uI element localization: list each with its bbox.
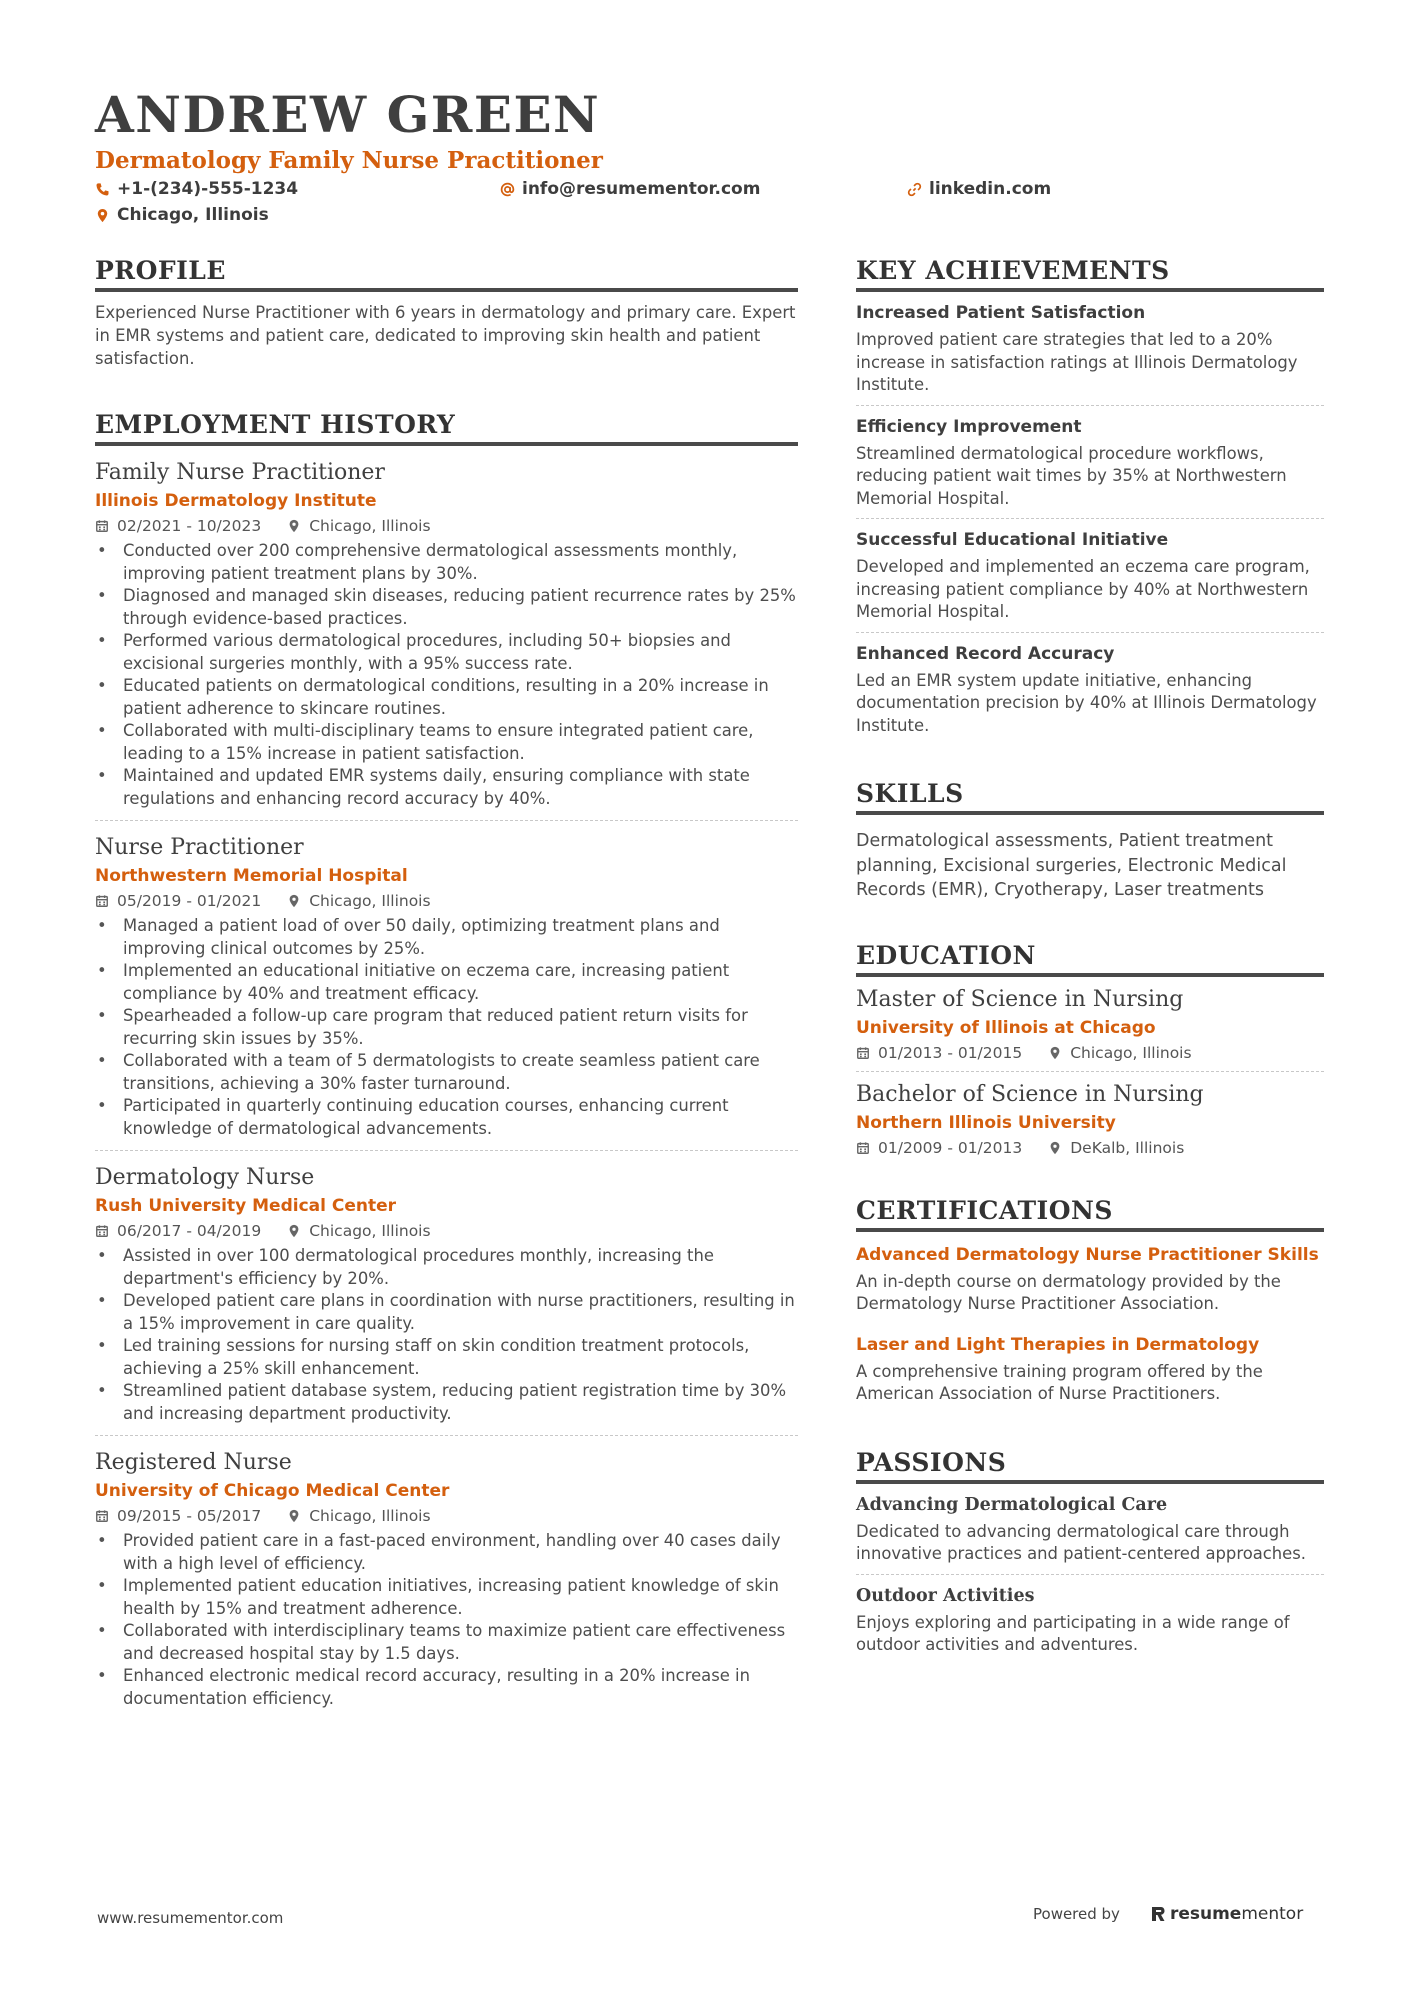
job-bullets — [95, 915, 798, 1140]
passion-desc: Enjoys exploring and participating in a wide range of outdoor activities and adventures. — [856, 1612, 1290, 1654]
job-bullet: • Maintained and updated EMR systems daily, ensuring compliance with state regulations and enhancing record accuracy by 40%. — [95, 765, 798, 810]
location-text: Chicago, Illinois — [309, 517, 431, 535]
job-bullet: • Collaborated with interdisciplinary teams to maximize patient care effectiveness and decreased hospital stay by 1.5 days. — [95, 1620, 798, 1665]
job-title: Registered Nurse — [95, 1450, 292, 1475]
education-section — [856, 939, 1324, 1166]
calendar-icon — [856, 1141, 870, 1155]
job-list — [95, 446, 798, 1720]
location-row — [95, 202, 1335, 228]
achievements-section — [856, 254, 1324, 745]
map-pin-icon — [95, 208, 110, 223]
employment-section — [95, 408, 798, 1720]
location-contact — [95, 202, 269, 228]
section-title: EMPLOYMENT HISTORY — [95, 408, 798, 446]
location-text: DeKalb, Illinois — [1070, 1138, 1185, 1157]
location — [1048, 1136, 1184, 1160]
section-title: CERTIFICATIONS — [856, 1194, 1324, 1232]
job-bullet: • Participated in quarterly continuing education courses, enhancing current knowledge of dermatological advancements. — [95, 1095, 798, 1140]
map-pin-icon — [1048, 1141, 1062, 1155]
achievement-title: Enhanced Record Accuracy — [856, 643, 1115, 664]
job-entry — [95, 821, 798, 1151]
meta-row — [856, 1136, 1324, 1160]
linkedin-contact[interactable] — [907, 176, 1051, 202]
education-list — [856, 977, 1324, 1166]
job-bullet: • Implemented an educational initiative on eczema care, increasing patient compliance by 40% and treatment efficacy. — [95, 960, 798, 1005]
employer-name: University of Chicago Medical Center — [95, 1481, 450, 1501]
section-title: PASSIONS — [856, 1446, 1324, 1484]
map-pin-icon — [1048, 1046, 1062, 1060]
map-pin-icon — [287, 1509, 301, 1523]
job-bullet: • Conducted over 200 comprehensive dermatological assessments monthly, improving patient treatment plans by 30%. — [95, 540, 798, 585]
passion-item — [856, 1484, 1324, 1575]
map-pin-icon — [287, 1224, 301, 1238]
location-text: Chicago, Illinois — [309, 892, 431, 910]
phone-contact[interactable] — [95, 176, 298, 202]
achievement-title: Efficiency Improvement — [856, 416, 1082, 437]
job-bullet: • Led training sessions for nursing staff on skin condition treatment protocols, achieving a 25% skill enhancement. — [95, 1335, 798, 1380]
date-range: 01/2009 - 01/2013 — [878, 1138, 1023, 1157]
degree-title: Master of Science in Nursing — [856, 986, 1184, 1012]
certification-desc: An in-depth course on dermatology provided by the Dermatology Nurse Practitioner Association. — [856, 1271, 1281, 1313]
email-contact[interactable] — [500, 176, 760, 202]
achievement-title: Successful Educational Initiative — [856, 530, 1169, 550]
education-item — [856, 977, 1324, 1072]
certification-title: Laser and Light Therapies in Dermatology — [856, 1334, 1260, 1355]
job-entry — [95, 1151, 798, 1436]
achievement-desc: Developed and implemented an eczema care program, increasing patient compliance by 40% at Northwestern Memorial Hospital. — [856, 557, 1310, 621]
certification-desc: A comprehensive training program offered by the American Association of Nurse Practitioners. — [856, 1361, 1263, 1403]
location — [287, 889, 430, 913]
job-title: Family Nurse Practitioner — [95, 460, 385, 485]
phone-text: +1-(234)-555-1234 — [117, 179, 299, 199]
job-bullet: • Spearheaded a follow-up care program that reduced patient return visits for recurring skin issues by 35%. — [95, 1005, 798, 1050]
footer-brand — [1033, 1904, 1303, 1924]
job-bullets — [95, 1530, 798, 1710]
meta-row — [856, 1041, 1324, 1065]
location-text: Chicago, Illinois — [309, 1507, 431, 1525]
linkedin-text: linkedin.com — [929, 179, 1052, 199]
job-bullets — [95, 540, 798, 810]
map-pin-icon — [287, 894, 301, 908]
candidate-headline: Dermatology Family Nurse Practitioner — [95, 147, 603, 174]
achievement-item — [856, 633, 1324, 746]
job-bullet: • Performed various dermatological procedures, including 50+ biopsies and excisional surgeries monthly, with a 95% success rate. — [95, 630, 798, 675]
passion-desc: Dedicated to advancing dermatological care through innovative practices and patient-centered approaches. — [856, 1521, 1306, 1563]
passion-item — [856, 1575, 1324, 1665]
location — [1048, 1041, 1191, 1065]
location-text: Chicago, Illinois — [117, 205, 269, 225]
map-pin-icon — [287, 519, 301, 533]
footer-site-link[interactable]: www.resumementor.com — [97, 1909, 284, 1927]
job-bullet: • Assisted in over 100 dermatological procedures monthly, increasing the department's efficiency by 20%. — [95, 1245, 798, 1290]
at-icon — [500, 182, 515, 197]
passion-list — [856, 1484, 1324, 1665]
brand-name-part1: resume — [1169, 1904, 1242, 1924]
section-title: EDUCATION — [856, 939, 1324, 977]
link-icon — [907, 182, 922, 197]
date-range: 06/2017 - 04/2019 — [117, 1222, 262, 1240]
achievement-desc: Led an EMR system update initiative, enhancing documentation precision by 40% at Illinois Dermatology Institute. — [856, 670, 1317, 735]
job-bullet: • Diagnosed and managed skin diseases, reducing patient recurrence rates by 25% through evidence-based practices. — [95, 585, 798, 630]
candidate-name: ANDREW GREEN — [95, 85, 601, 144]
date-range: 05/2019 - 01/2021 — [117, 892, 262, 910]
passions-section — [856, 1446, 1324, 1665]
meta-row — [95, 889, 798, 913]
passion-title: Advancing Dermatological Care — [856, 1494, 1168, 1515]
calendar-icon — [95, 894, 109, 908]
location-text: Chicago, Illinois — [309, 1222, 431, 1240]
resume-header — [95, 86, 1335, 228]
achievement-desc: Streamlined dermatological procedure workflows, reducing patient wait times by 35% at Northwestern Memorial Hospital. — [856, 443, 1287, 508]
achievement-item — [856, 292, 1324, 406]
job-bullet: • Enhanced electronic medical record accuracy, resulting in a 20% increase in documentation efficiency. — [95, 1665, 798, 1710]
brand-logo-icon — [1150, 1905, 1166, 1923]
phone-icon — [95, 182, 110, 197]
job-title: Nurse Practitioner — [95, 835, 304, 860]
job-bullet: • Collaborated with multi-disciplinary teams to ensure integrated patient care, leading to a 15% increase in patient satisfaction. — [95, 720, 798, 765]
location — [287, 1219, 430, 1243]
achievement-list — [856, 292, 1324, 745]
brand-logo[interactable] — [1150, 1904, 1303, 1924]
skills-section — [856, 777, 1324, 903]
employer-name: Northwestern Memorial Hospital — [95, 866, 408, 886]
school-name: Northern Illinois University — [856, 1112, 1116, 1133]
calendar-icon — [856, 1046, 870, 1060]
employer-name: Rush University Medical Center — [95, 1196, 397, 1216]
contact-row — [95, 176, 1335, 202]
profile-section — [95, 254, 798, 370]
date-range: 09/2015 - 05/2017 — [117, 1507, 262, 1525]
meta-row — [95, 1219, 798, 1243]
job-bullet: • Provided patient care in a fast-paced environment, handling over 40 cases daily with a high level of efficiency. — [95, 1530, 798, 1575]
job-bullet: • Managed a patient load of over 50 daily, optimizing treatment plans and improving clinical outcomes by 25%. — [95, 915, 798, 960]
calendar-icon — [95, 1224, 109, 1238]
job-bullet: • Developed patient care plans in coordination with nurse practitioners, resulting in a 15% improvement in care quality. — [95, 1290, 798, 1335]
achievement-title: Increased Patient Satisfaction — [856, 303, 1146, 323]
achievement-desc: Improved patient care strategies that led to a 20% increase in satisfaction ratings at Illinois Dermatology Institute. — [856, 330, 1298, 394]
employer-name: Illinois Dermatology Institute — [95, 491, 377, 511]
job-entry — [95, 446, 798, 821]
job-title: Dermatology Nurse — [95, 1165, 315, 1190]
email-text: info@resumementor.com — [522, 179, 761, 199]
meta-row — [95, 514, 798, 538]
left-column — [95, 254, 798, 1720]
location-text: Chicago, Illinois — [1070, 1043, 1192, 1062]
brand-name-part2: mentor — [1241, 1904, 1304, 1924]
powered-by-text: Powered by — [1033, 1905, 1120, 1923]
job-bullet: • Streamlined patient database system, reducing patient registration time by 30% and increasing department productivity. — [95, 1380, 798, 1425]
passion-title: Outdoor Activities — [856, 1585, 1035, 1606]
job-entry — [95, 1436, 798, 1720]
certification-item — [856, 1322, 1324, 1412]
certifications-section — [856, 1194, 1324, 1412]
job-bullet: • Collaborated with a team of 5 dermatologists to create seamless patient care transitions, achieving a 30% faster turnaround. — [95, 1050, 798, 1095]
school-name: University of Illinois at Chicago — [856, 1017, 1156, 1038]
location — [287, 1504, 430, 1528]
skills-text: Dermatological assessments, Patient treatment planning, Excisional surgeries, Electronic Medical Records (EMR), Cryotherapy, Laser treatments — [856, 831, 1287, 900]
job-bullet: • Educated patients on dermatological conditions, resulting in a 20% increase in patient adherence to skincare routines. — [95, 675, 798, 720]
profile-text: Experienced Nurse Practitioner with 6 years in dermatology and primary care. Expert in EMR systems and patient care, dedicated to improving skin health and patient satisfaction. — [95, 303, 796, 368]
certification-list — [856, 1232, 1324, 1412]
achievement-item — [856, 519, 1324, 633]
section-title: SKILLS — [856, 777, 1324, 815]
section-title: PROFILE — [95, 254, 798, 292]
certification-item — [856, 1232, 1324, 1322]
education-item — [856, 1072, 1324, 1166]
job-bullet: • Implemented patient education initiatives, increasing patient knowledge of skin health by 15% and treatment adherence. — [95, 1575, 798, 1620]
right-column — [856, 254, 1324, 1665]
date-range: 01/2013 - 01/2015 — [878, 1043, 1023, 1062]
achievement-item — [856, 406, 1324, 520]
calendar-icon — [95, 1509, 109, 1523]
degree-title: Bachelor of Science in Nursing — [856, 1081, 1204, 1107]
location — [287, 514, 430, 538]
date-range: 02/2021 - 10/2023 — [117, 517, 262, 535]
section-title: KEY ACHIEVEMENTS — [856, 254, 1324, 292]
job-bullets — [95, 1245, 798, 1425]
certification-title: Advanced Dermatology Nurse Practitioner Skills — [856, 1244, 1319, 1265]
meta-row — [95, 1504, 798, 1528]
calendar-icon — [95, 519, 109, 533]
